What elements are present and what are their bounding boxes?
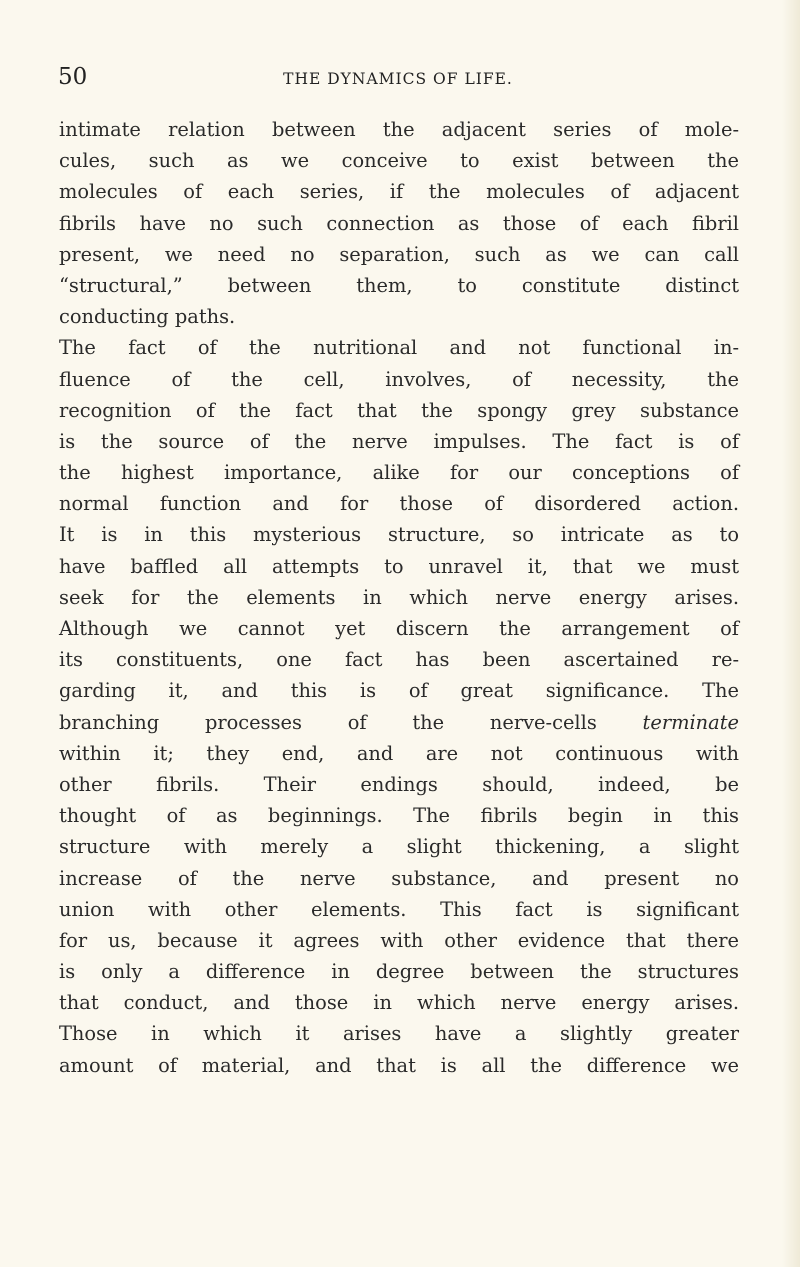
- text-line: fluence of the cell, involves, of necessity, the: [59, 367, 739, 391]
- text-line: normal function and for those of disordered action.: [59, 492, 739, 516]
- body-text: [59, 114, 739, 1081]
- text-line: for us, because it agrees with other evidence that there: [59, 928, 739, 952]
- page-edge-shadow: [782, 0, 800, 1267]
- page-number: 50: [58, 64, 88, 90]
- text-line: cules, such as we conceive to exist between the: [59, 149, 739, 173]
- text-line: union with other elements. This fact is significant: [59, 897, 739, 921]
- text-line: other fibrils. Their endings should, indeed, be: [59, 772, 739, 796]
- text-line: present, we need no separation, such as we can call: [59, 242, 739, 266]
- text-line: within it; they end, and are not continuous with: [59, 741, 739, 765]
- text-line: is only a difference in degree between the structures: [59, 960, 739, 984]
- text-line: structure with merely a slight thickening, a slight: [59, 835, 739, 859]
- text-line: Those in which it arises have a slightly greater: [59, 1022, 739, 1046]
- text-line: intimate relation between the adjacent series of mole-: [59, 118, 739, 141]
- text-line: have baffled all attempts to unravel it, that we must: [59, 554, 739, 578]
- text-line: conducting paths.: [59, 305, 236, 329]
- text-line: “structural,” between them, to constitute distinct: [59, 273, 739, 297]
- text-line: Although we cannot yet discern the arrangement of: [59, 617, 739, 640]
- text-line: It is in this mysterious structure, so intricate as to: [59, 523, 739, 547]
- page-header: [58, 62, 738, 92]
- running-title: THE DYNAMICS OF LIFE.: [283, 70, 513, 88]
- text-line: increase of the nerve substance, and present no: [59, 866, 739, 890]
- text-line-part: branching processes of the nerve-cells: [59, 710, 597, 734]
- text-line: molecules of each series, if the molecules of adjacent: [59, 180, 739, 204]
- text-line-with-italic: [59, 707, 739, 738]
- text-line: the highest importance, alike for our conceptions of: [59, 461, 739, 485]
- italic-word: terminate: [642, 710, 739, 734]
- text-line: garding it, and this is of great significance. The: [59, 679, 739, 703]
- text-line: The fact of the nutritional and not functional in-: [59, 336, 739, 360]
- text-line: seek for the elements in which nerve energy arises.: [59, 585, 739, 609]
- text-line: is the source of the nerve impulses. The fact is of: [59, 429, 739, 453]
- text-line: recognition of the fact that the spongy grey substance: [59, 398, 739, 422]
- text-line: thought of as beginnings. The fibrils begin in this: [59, 804, 739, 828]
- text-line: fibrils have no such connection as those of each fibril: [59, 211, 739, 235]
- text-line: amount of material, and that is all the difference we: [59, 1053, 739, 1077]
- text-line: its constituents, one fact has been ascertained re-: [59, 648, 739, 672]
- text-line: that conduct, and those in which nerve energy arises.: [59, 991, 739, 1015]
